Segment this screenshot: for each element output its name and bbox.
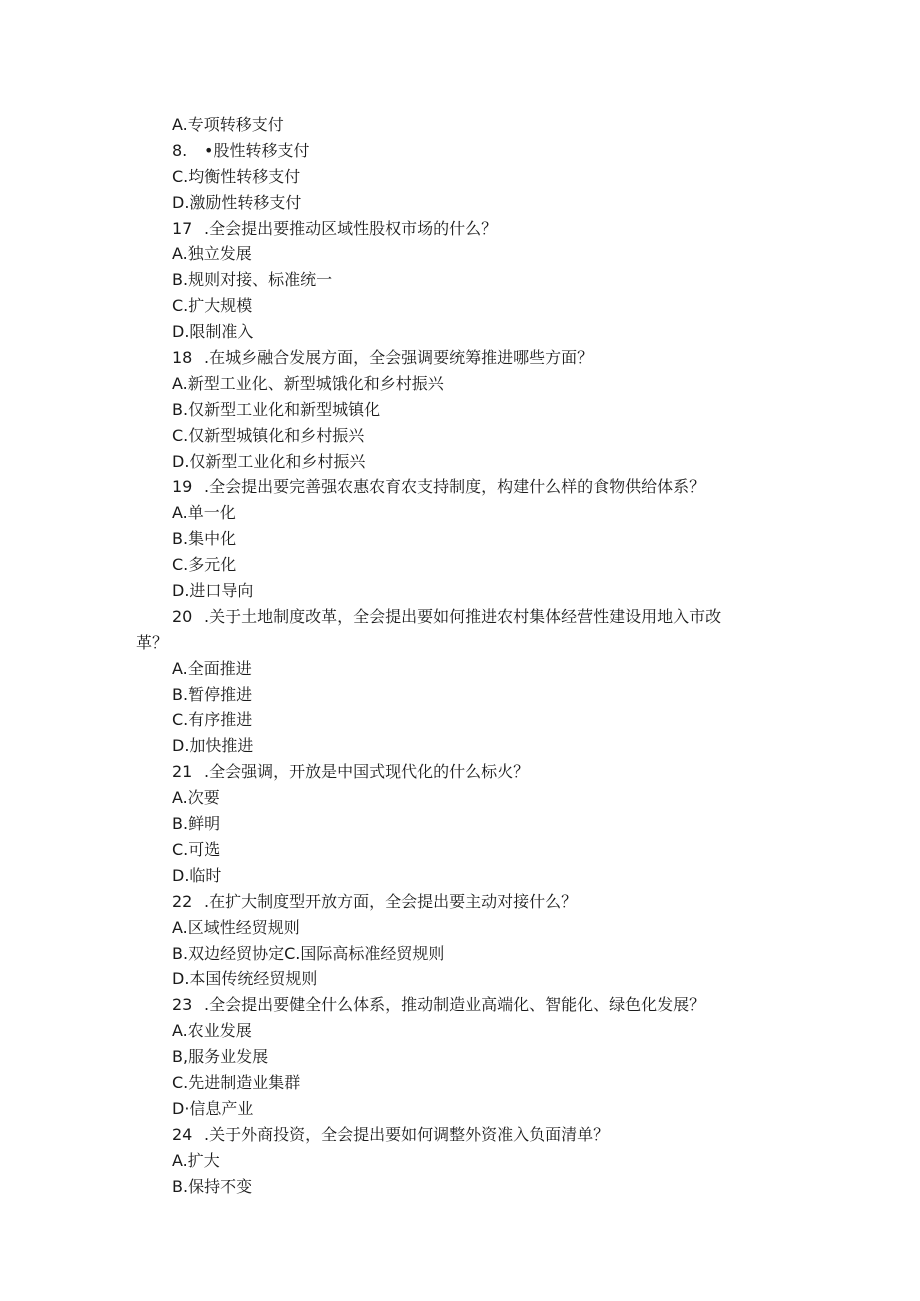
option-text: C.均衡性转移支付 [172, 166, 301, 186]
option-text: A.专项转移支付 [172, 115, 284, 134]
question-number: 19 [172, 477, 193, 497]
question-number: 20 [172, 606, 193, 626]
question-line [0, 474, 920, 500]
option-text: D.进口导向 [172, 581, 254, 601]
option-text: C.扩大规模 [172, 296, 253, 316]
answer-option [0, 785, 920, 811]
question-text: •股性转移支付 [204, 140, 310, 160]
answer-option [0, 1096, 920, 1122]
question-text: .全会提出要完善强农惠农育农支持制度，构建什么样的食物供给体系？ [204, 477, 706, 497]
answer-option [0, 682, 920, 708]
option-text: C.有序推进 [172, 710, 253, 730]
option-text: A.全面推进 [172, 658, 252, 678]
option-text: B.暂停推进 [172, 684, 253, 704]
option-text: B,服务业发展 [172, 1047, 269, 1067]
document-page [0, 112, 920, 1199]
answer-option [0, 319, 920, 345]
answer-option [0, 941, 920, 967]
answer-option [0, 1070, 920, 1096]
answer-option [0, 397, 920, 423]
answer-option [0, 1174, 920, 1200]
question-line [0, 604, 920, 630]
question-text: .关于土地制度改革，全会提出要如何推进农村集体经营性建设用地入市改 [204, 606, 722, 626]
option-text: B.保持不变 [172, 1176, 253, 1196]
option-text: A.次要 [172, 788, 220, 808]
answer-option [0, 190, 920, 216]
option-text: B.仅新型工业化和新型城镇化 [172, 399, 381, 419]
question-line [0, 1122, 920, 1148]
question-text: .在扩大制度型开放方面，全会提出要主动对接什么？ [204, 891, 578, 911]
answer-option [0, 423, 920, 449]
option-text: C.先进制造业集群 [172, 1072, 301, 1092]
option-text: D.限制准入 [172, 322, 254, 342]
answer-option [0, 578, 920, 604]
answer-option [0, 241, 920, 267]
option-text: A.农业发展 [172, 1021, 252, 1041]
question-number: 22 [172, 891, 193, 911]
answer-option [0, 915, 920, 941]
option-text: A.单一化 [172, 503, 236, 523]
question-text: .关于外商投资，全会提出要如何调整外资准入负面清单？ [204, 1124, 610, 1144]
question-line [0, 889, 920, 915]
option-text: B.规则对接、标准统一 [172, 270, 333, 290]
answer-option [0, 863, 920, 889]
option-text: A.新型工业化、新型城饿化和乡村振兴 [172, 373, 444, 393]
answer-option [0, 267, 920, 293]
question-text: .在城乡融合发展方面，全会强调要统筹推进哪些方面？ [204, 348, 594, 368]
option-text: D.临时 [172, 865, 222, 885]
option-text: B.集中化 [172, 529, 237, 549]
option-text: C.多元化 [172, 555, 237, 575]
answer-option [0, 656, 920, 682]
answer-option [0, 112, 920, 138]
answer-option [0, 733, 920, 759]
option-text: B.鲜明 [172, 814, 221, 834]
option-text: D.仅新型工业化和乡村振兴 [172, 451, 366, 471]
answer-option [0, 1044, 920, 1070]
question-line [0, 216, 920, 242]
answer-option [0, 1148, 920, 1174]
option-text: A.区域性经贸规则 [172, 917, 300, 937]
question-number: 8. [172, 140, 188, 160]
question-text: .全会强调，开放是中国式现代化的什么标火？ [204, 762, 530, 782]
question-number: 18 [172, 348, 193, 368]
answer-option [0, 707, 920, 733]
option-text: C.可选 [172, 839, 221, 859]
continuation-text: 革？ [136, 632, 169, 652]
option-text: A.独立发展 [172, 244, 252, 264]
option-text: A.扩大 [172, 1150, 220, 1170]
option-text: D.本国传统经贸规则 [172, 969, 318, 989]
question-line [0, 138, 920, 164]
question-number: 17 [172, 218, 193, 238]
question-text-continuation [0, 630, 920, 656]
option-text: C.仅新型城镇化和乡村振兴 [172, 425, 365, 445]
question-text: .全会提出要健全什么体系，推动制造业高端化、智能化、绿色化发展？ [204, 995, 706, 1015]
answer-option [0, 811, 920, 837]
question-line [0, 345, 920, 371]
question-number: 23 [172, 995, 193, 1015]
question-number: 24 [172, 1124, 193, 1144]
question-number: 21 [172, 762, 193, 782]
question-line [0, 759, 920, 785]
answer-option [0, 526, 920, 552]
answer-option [0, 164, 920, 190]
option-text: D.加快推进 [172, 736, 254, 756]
answer-option [0, 1018, 920, 1044]
answer-option [0, 966, 920, 992]
option-text: D·信息产业 [172, 1098, 254, 1118]
answer-option [0, 293, 920, 319]
answer-option [0, 449, 920, 475]
question-line [0, 992, 920, 1018]
answer-option [0, 837, 920, 863]
question-text: .全会提出要推动区域性股权市场的什么？ [204, 218, 498, 238]
answer-option [0, 500, 920, 526]
answer-option [0, 371, 920, 397]
answer-option [0, 552, 920, 578]
option-text: D.激励性转移支付 [172, 192, 302, 212]
option-text: B.双边经贸协定C.国际高标准经贸规则 [172, 943, 445, 963]
